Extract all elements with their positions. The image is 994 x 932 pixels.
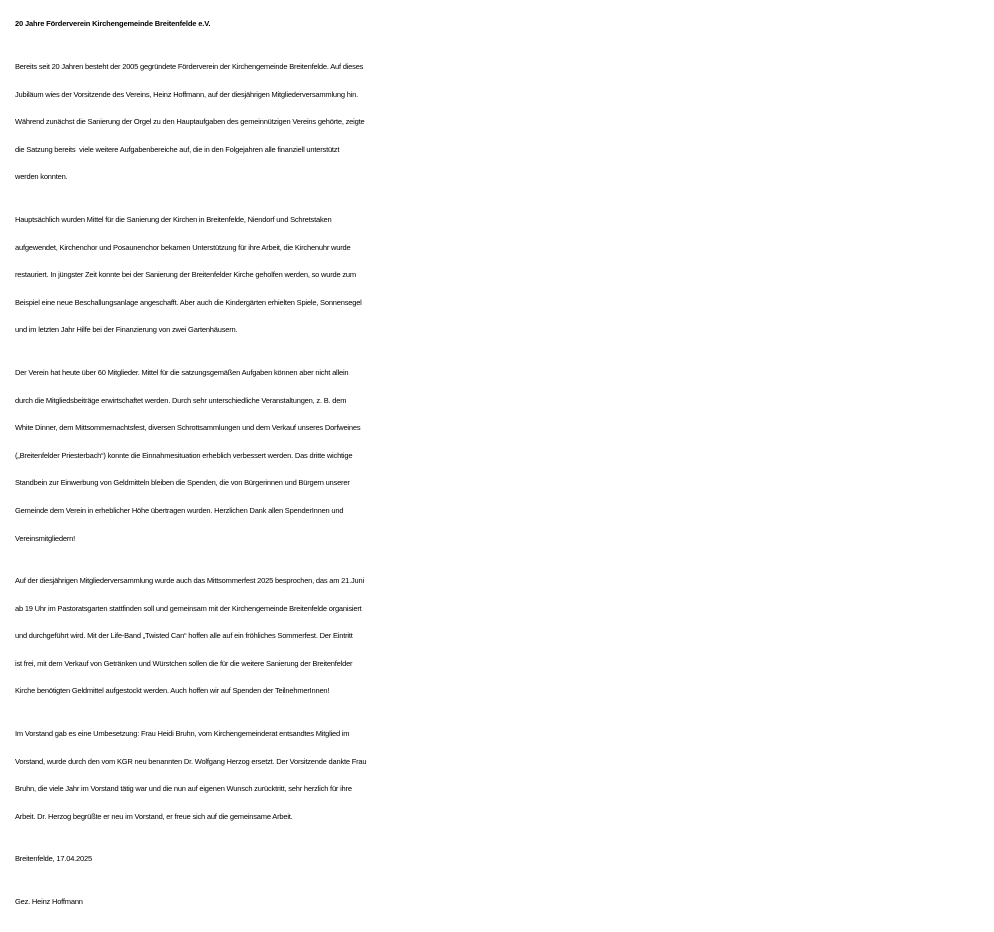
place-date bbox=[15, 845, 990, 873]
text-line: ab 19 Uhr im Pastoratsgarten stattfinden soll und gemeinsam mit der Kirchengemeinde Breitenfelde organisiert bbox=[15, 603, 362, 613]
text-line: Während zunächst die Sanierung der Orgel zu den Hauptaufgaben des gemeinnützigen Vereins gehörte, zeigte bbox=[15, 117, 365, 127]
text-line: die Satzung bereits viele weitere Aufgabenbereiche auf, die in den Folgejahren alle finanziell unterstützt bbox=[15, 144, 340, 154]
document-title: 20 Jahre Förderverein Kirchengemeinde Breitenfelde e.V. bbox=[15, 19, 211, 28]
text-line: Vereinsmitgliedern! bbox=[15, 533, 75, 543]
paragraph-anniversary bbox=[15, 53, 990, 191]
text-line: („Breitenfelder Priesterbach“) konnte die Einnahmesituation erheblich verbessert werden. Das dritte wichtige bbox=[15, 450, 353, 460]
text-line: Im Vorstand gab es eine Umbesetzung: Frau Heidi Bruhn, vom Kirchengemeinderat entsandtes Mitglied im bbox=[15, 729, 350, 739]
text-line: Jubiläum wies der Vorsitzende des Vereins, Heinz Hoffmann, auf der diesjährigen Mitgliederversammlung hin. bbox=[15, 89, 359, 99]
text-line: Gemeinde dem Verein in erheblicher Höhe übertragen wurden. Herzlichen Dank allen SpenderInnen und bbox=[15, 505, 344, 515]
text-line: Beispiel eine neue Beschallungsanlage angeschafft. Aber auch die Kindergärten erhielten Spiele, Sonnensegel bbox=[15, 297, 362, 307]
paragraph-board-change bbox=[15, 720, 990, 830]
document bbox=[15, 10, 990, 931]
text-line: Bruhn, die viele Jahr im Vorstand tätig war und die nun auf eigenen Wunsch zurücktritt, sehr herzlich für ihre bbox=[15, 784, 352, 794]
text-line: Kirche benötigten Geldmittel aufgestockt werden. Auch hoffen wir auf Spenden der TeilnehmerInnen! bbox=[15, 686, 330, 696]
text-line: Vorstand, wurde durch den vom KGR neu benannten Dr. Wolfgang Herzog ersetzt. Der Vorsitzende dankte Frau bbox=[15, 756, 367, 766]
text-line: Arbeit. Dr. Herzog begrüßte er neu im Vorstand, er freue sich auf die gemeinsame Arbeit. bbox=[15, 811, 293, 821]
text-line: White Dinner, dem Mittsommernachtsfest, diversen Schrottsammlungen und dem Verkauf unseres Dorfweines bbox=[15, 423, 361, 433]
place-date-text: Breitenfelde, 17.04.2025 bbox=[15, 854, 92, 864]
text-line: Hauptsächlich wurden Mittel für die Sanierung der Kirchen in Breitenfelde, Niendorf und Schretstaken bbox=[15, 214, 332, 224]
text-line: Auf der diesjährigen Mitgliederversammlung wurde auch das Mittsommerfest 2025 besprochen, das am 21.Juni bbox=[15, 576, 364, 586]
text-line: werden konnten. bbox=[15, 172, 68, 182]
text-line: Bereits seit 20 Jahren besteht der 2005 gegründete Förderverein der Kirchengemeinde Breitenfelde. Auf dieses bbox=[15, 62, 364, 71]
paragraph-funding bbox=[15, 206, 990, 344]
text-line: restauriert. In jüngster Zeit konnte bei der Sanierung der Breitenfelder Kirche geholfen werden, so wurde zum bbox=[15, 270, 356, 280]
text-line: Der Verein hat heute über 60 Mitglieder. Mittel für die satzungsgemäßen Aufgaben können aber nicht allein bbox=[15, 367, 349, 377]
text-line: Standbein zur Einwerbung von Geldmitteln bleiben die Spenden, die von Bürgerinnen und Bürgern unserer bbox=[15, 478, 350, 488]
text-line: und im letzten Jahr Hilfe bei der Finanzierung von zwei Gartenhäusern. bbox=[15, 325, 238, 335]
text-line: ist frei, mit dem Verkauf von Getränken und Würstchen sollen die für die weitere Sanierung der Breitenfelder bbox=[15, 658, 353, 668]
signature bbox=[15, 888, 990, 916]
paragraph-members bbox=[15, 359, 990, 552]
text-line: aufgewendet, Kirchenchor und Posaunenchor bekamen Unterstützung für ihre Arbeit, die Kirchenuhr wurde bbox=[15, 242, 351, 252]
paragraph-midsummer-fest bbox=[15, 567, 990, 705]
text-line: und durchgeführt wird. Mit der Life-Band „Twisted Can“ hoffen alle auf ein fröhliches Sommerfest. Der Eintritt bbox=[15, 631, 353, 641]
signature-text: Gez. Heinz Hoffmann bbox=[15, 897, 83, 907]
text-line: durch die Mitgliedsbeiträge erwirtschaftet werden. Durch sehr unterschiedliche Veranstaltungen, z. B. dem bbox=[15, 395, 347, 405]
